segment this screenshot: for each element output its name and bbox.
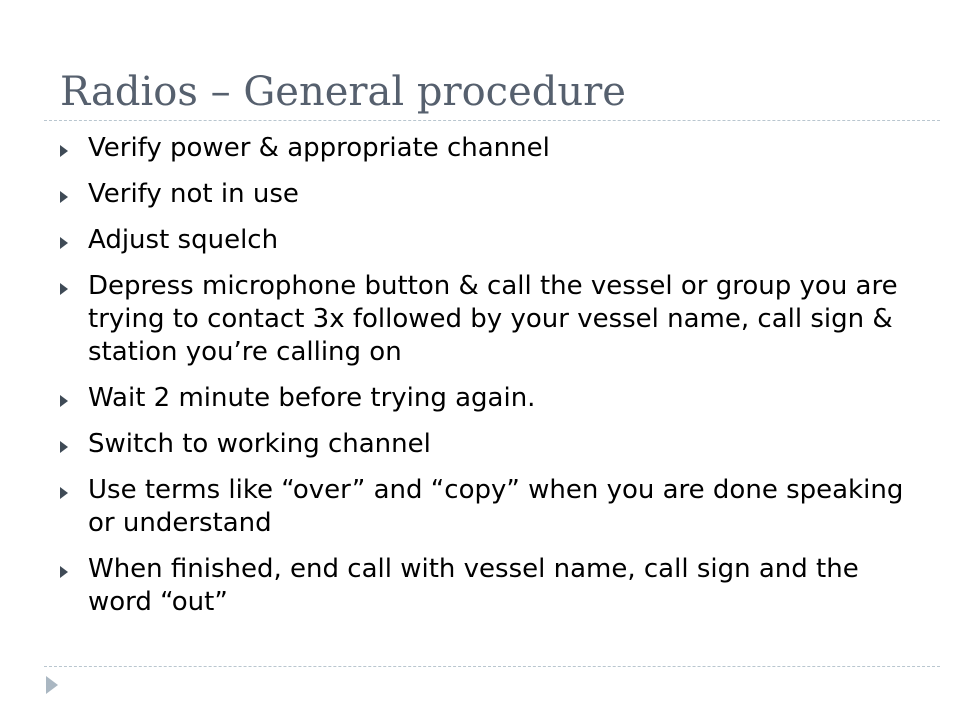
bullet-text: Wait 2 minute before trying again. — [88, 383, 536, 413]
bullet-arrow-icon — [60, 487, 68, 499]
bullet-item — [58, 178, 928, 211]
bullet-text: When finished, end call with vessel name, call sign and the word “out” — [88, 554, 859, 617]
bullet-item — [58, 132, 928, 165]
bullet-arrow-icon — [60, 145, 68, 157]
footer-divider — [44, 666, 940, 667]
bullet-item — [58, 474, 928, 540]
bullet-item — [58, 553, 928, 619]
title-divider — [44, 120, 940, 121]
bullet-text: Depress microphone button & call the vessel or group you are trying to contact 3x followed by your vessel name, call sign & station you’re calling on — [88, 271, 898, 367]
bullet-arrow-icon — [60, 283, 68, 295]
bullet-arrow-icon — [60, 441, 68, 453]
bullet-text: Adjust squelch — [88, 225, 279, 255]
bullet-arrow-icon — [60, 395, 68, 407]
bullet-list — [58, 132, 928, 619]
bullet-text: Switch to working channel — [88, 429, 431, 459]
bullet-arrow-icon — [60, 237, 68, 249]
bullet-text: Verify not in use — [88, 179, 299, 209]
bullet-item — [58, 270, 928, 369]
bullet-text: Verify power & appropriate channel — [88, 133, 550, 163]
bullet-item — [58, 224, 928, 257]
slide-title: Radios – General procedure — [60, 69, 626, 115]
bullet-arrow-icon — [60, 566, 68, 578]
footer-arrow-icon — [46, 676, 58, 694]
bullet-item — [58, 428, 928, 461]
bullet-item — [58, 382, 928, 415]
bullet-text: Use terms like “over” and “copy” when you are done speaking or understand — [88, 475, 904, 538]
bullet-arrow-icon — [60, 191, 68, 203]
